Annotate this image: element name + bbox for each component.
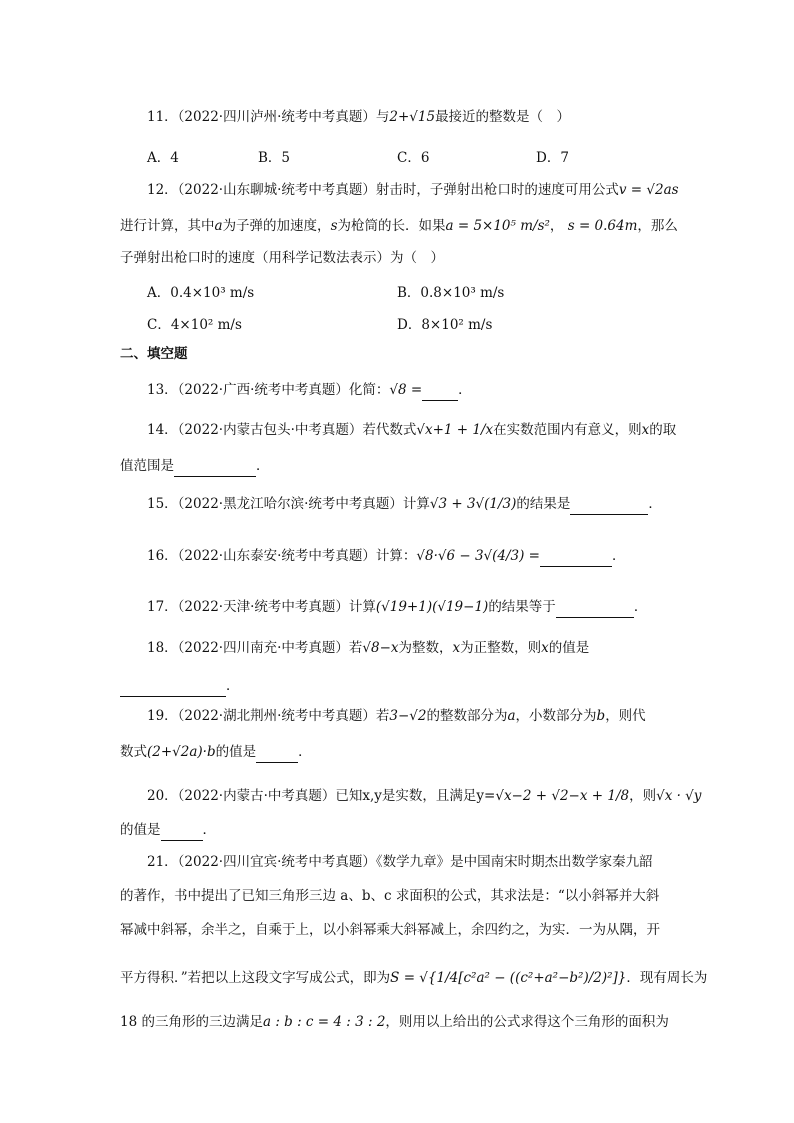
q20-text: 的值是 — [120, 822, 161, 838]
q17-answer-blank[interactable] — [556, 597, 634, 618]
q12-text: 为枪筒的长．如果 — [337, 218, 446, 234]
q18-end: ． — [226, 678, 240, 694]
q19-expression-2: (2+√2a)·b — [147, 744, 216, 760]
q13-expression: √8 = — [389, 382, 423, 398]
q11-stem-end: 最接近的整数是（ ） — [435, 109, 571, 125]
q18-line2 — [120, 676, 240, 697]
q19-line2 — [120, 742, 312, 763]
q20-text: ，则 — [629, 788, 657, 804]
q19-text: ，小数部分为 — [515, 708, 597, 724]
q18-text: 为整数， — [398, 640, 453, 656]
q21-text: 平方得积．”若把以上这段文字写成公式，即为 — [120, 970, 391, 986]
q13-stem: 13．（2022·广西·统考中考真题）化简： — [147, 382, 390, 398]
q20-expression-2: √x · √y — [656, 788, 702, 804]
q11-option-a: A．4 — [147, 150, 179, 166]
q15-stem: 15．（2022·黑龙江哈尔滨·统考中考真题）计算 — [147, 496, 430, 512]
q12-text: 进行计算，其中 — [120, 218, 215, 234]
q12-option-b: B．0.8×10³ m/s — [397, 285, 505, 301]
question-15 — [147, 494, 662, 515]
q19-text: ，则代 — [605, 708, 646, 724]
q12-text: 为子弹的加速度， — [222, 218, 331, 234]
q18-var: x — [541, 640, 549, 656]
question-20 — [147, 786, 701, 806]
question-17 — [147, 597, 647, 618]
q12-var-a: a — [214, 218, 223, 234]
q19-expression: 3−√2 — [389, 708, 427, 724]
q14-text: 值范围是 — [120, 458, 174, 474]
question-11 — [147, 107, 570, 127]
q17-end: ． — [633, 599, 648, 615]
q12-given-s: s = 0.64m — [567, 218, 638, 234]
question-13 — [147, 380, 472, 401]
q20-expression: √x−2 + √2−x + 1/8 — [495, 788, 630, 804]
q20-end: ． — [202, 822, 216, 838]
q11-expression: 2+√15 — [389, 109, 436, 125]
q18-expression: √8−x — [362, 640, 399, 656]
question-14 — [147, 420, 676, 440]
q20-stem: 20．（2022·内蒙古·中考真题）已知x,y是实数，且满足y= — [147, 788, 496, 804]
q14-answer-blank[interactable] — [174, 456, 256, 477]
q21-formula: S = √{1/4[c²a² − ((c²+a²−b²)/2)²]} — [390, 970, 627, 986]
q16-stem: 16．（2022·山东泰安·统考中考真题）计算： — [147, 548, 417, 564]
q12-stem: 12．（2022·山东聊城·统考中考真题）射击时，子弹射出枪口时的速度可用公式 — [147, 182, 619, 198]
q11-option-d: D．7 — [536, 150, 569, 166]
q18-text: 为正整数，则 — [460, 640, 542, 656]
question-12 — [147, 180, 679, 200]
q21-line2: 的著作，书中提出了已知三角形三边 a、b、c 求面积的公式，其求法是：“以小斜幂并大斜 — [120, 888, 660, 904]
q14-stem: 14．（2022·内蒙古包头·中考真题）若代数式 — [147, 422, 417, 438]
q14-var: x — [641, 422, 650, 438]
q17-stem: 17．（2022·天津·统考中考真题）计算 — [147, 599, 376, 615]
q21-text: 18 的三角形的三边满足 — [120, 1014, 263, 1030]
q19-stem: 19．（2022·湖北荆州·统考中考真题）若 — [147, 708, 390, 724]
q14-end: ． — [256, 458, 270, 474]
q12-option-a: A．0.4×10³ m/s — [147, 285, 255, 301]
q21-line3: 幂减中斜幂，余半之，自乘于上，以小斜幂乘大斜幂减上，余四约之，为实．一为从隅，开 — [120, 922, 660, 938]
q12-text: ，那么 — [637, 218, 678, 234]
q19-var-a: a — [507, 708, 516, 724]
q19-var-b: b — [596, 708, 606, 724]
q12-formula: v = √2as — [618, 182, 679, 198]
q15-answer-blank[interactable] — [570, 494, 648, 515]
question-21: 21．（2022·四川宜宾·统考中考真题）《数学九章》是中国南宋时期杰出数学家秦九韶 — [147, 854, 653, 870]
q12-line3: 子弹射出枪口时的速度（用科学记数法表示）为（ ） — [120, 250, 444, 266]
q18-text: 的值是 — [548, 640, 590, 656]
q20-line2 — [120, 820, 216, 841]
q17-expression: (√19+1)(√19−1) — [375, 599, 489, 615]
q19-text: 数式 — [120, 744, 147, 760]
section-heading: 二、填空题 — [120, 346, 188, 362]
q19-text: 的值是 — [215, 744, 257, 760]
q11-option-b: B．5 — [258, 150, 291, 166]
q18-stem: 18．（2022·四川南充·中考真题）若 — [147, 640, 363, 656]
q21-text: ．现有周长为 — [626, 970, 708, 986]
q16-end: ． — [612, 548, 626, 564]
q14-text: 的取 — [649, 422, 677, 438]
question-19 — [147, 706, 646, 726]
q21-text: ，则用以上给出的公式求得这个三角形的面积为 — [385, 1014, 669, 1030]
q12-given-a: a = 5×10⁵ m/s² — [445, 218, 550, 234]
q20-answer-blank[interactable] — [161, 820, 203, 841]
q12-option-c: C．4×10² m/s — [147, 317, 242, 333]
q18-answer-blank[interactable] — [120, 676, 226, 697]
q11-option-c: C．6 — [397, 150, 430, 166]
q21-line4 — [120, 968, 707, 988]
q19-text: 的整数部分为 — [426, 708, 508, 724]
q14-line2 — [120, 456, 270, 477]
q12-option-d: D．8×10² m/s — [397, 317, 493, 333]
q14-text: 在实数范围内有意义，则 — [493, 422, 642, 438]
q16-expression: √8·√6 − 3√(4/3) = — [416, 548, 540, 564]
q19-answer-blank[interactable] — [256, 742, 298, 763]
question-18 — [147, 638, 589, 658]
q13-answer-blank[interactable] — [422, 380, 458, 401]
q19-end: ． — [298, 744, 312, 760]
question-16 — [147, 546, 626, 567]
q12-var-s: s — [330, 218, 338, 234]
q15-text: 的结果是 — [516, 496, 571, 512]
q18-var: x — [452, 640, 461, 656]
q15-expression: √3 + 3√(1/3) — [429, 496, 517, 512]
q12-line2: 进行计算，其中a为子弹的加速度，s为枪筒的长．如果a = 5×10⁵ m/s²， s = 0.64m，那么 — [120, 218, 678, 234]
q16-answer-blank[interactable] — [540, 546, 612, 567]
q11-stem: 11．（2022·四川泸州·统考中考真题）与 — [147, 109, 390, 125]
q17-text: 的结果等于 — [488, 599, 556, 615]
q14-expression: √x+1 + 1/x — [416, 422, 494, 438]
q21-ratio: a : b : c = 4 : 3 : 2 — [262, 1014, 386, 1030]
q21-line5 — [120, 1012, 669, 1032]
q13-end: ． — [458, 382, 472, 398]
q15-end: ． — [648, 496, 662, 512]
